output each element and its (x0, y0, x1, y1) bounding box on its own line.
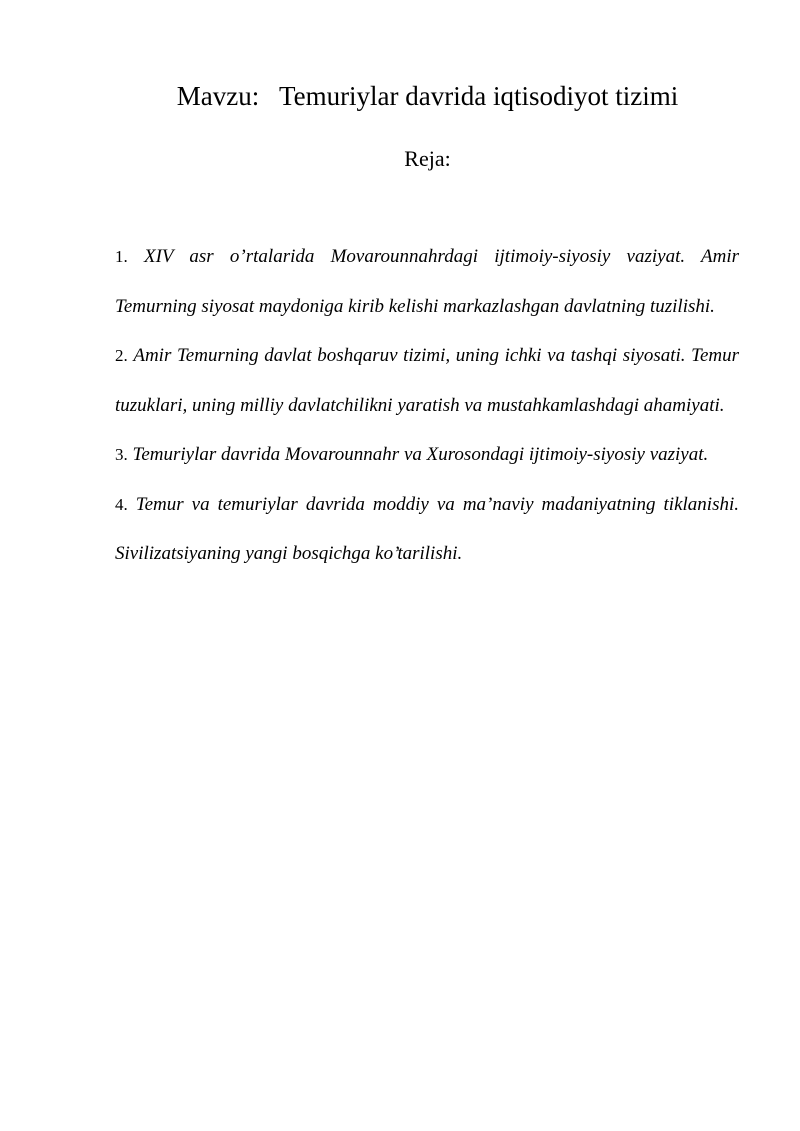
page-title: Mavzu: Temuriylar davrida iqtisodiyot tizimi (176, 81, 679, 111)
plan-item (115, 430, 739, 480)
plan-heading: Reja: (404, 146, 451, 171)
plan-item-number: 1. (115, 247, 128, 266)
plan-item-text: Temur va temuriylar davrida moddiy va ma’naviy madaniyatning tiklanishi. Sivilizatsiyaning yangi bosqichga ko’tarilishi. (115, 493, 739, 564)
plan-item-text: Temuriylar davrida Movarounnahr va Xurosondagi ijtimoiy-siyosiy vaziyat. (132, 444, 709, 465)
plan-item (115, 331, 739, 430)
plan-item-number: 4. (115, 494, 128, 514)
plan-item-text: XIV asr o’rtalarida Movarounnahrdagi ijtimoiy-siyosiy vaziyat. Amir Temurning siyosat maydoniga kirib kelishi markazlashgan davlatning tuzilishi. (115, 246, 740, 317)
plan-item (115, 480, 739, 579)
plan-item (115, 232, 739, 331)
plan-item-text: Amir Temurning davlat boshqaruv tizimi, uning ichki va tashqi siyosati. Temur tuzuklari, uning milliy davlatchilikni yaratish va mustahkamlashdagi ahamiyati. (115, 345, 740, 416)
plan-item-number: 3. (115, 445, 128, 464)
plan-list (115, 232, 739, 579)
plan-item-number: 2. (115, 346, 128, 365)
